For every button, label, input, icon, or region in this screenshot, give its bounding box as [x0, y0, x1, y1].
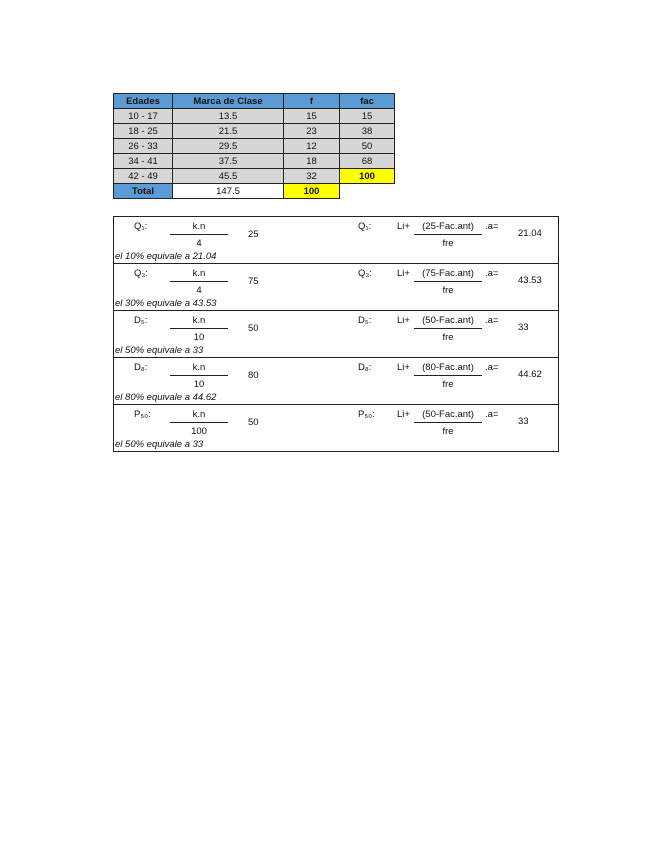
result-value: 43.53: [518, 275, 542, 286]
fraction-denominator: fre: [442, 379, 454, 390]
li-term: Li+: [397, 268, 410, 279]
li-term: Li+: [397, 221, 410, 232]
formula-fraction: [414, 221, 482, 249]
fraction-numerator: k.n: [170, 315, 228, 329]
cell-f: 15: [284, 109, 340, 124]
cell-fac: 68: [340, 154, 395, 169]
frequency-table: [113, 93, 395, 199]
total-label: Total: [114, 184, 173, 199]
calc-block-q1: [114, 217, 558, 264]
calc-block-p50: [114, 405, 558, 451]
position-value: 50: [248, 323, 259, 334]
interpretation-note: el 30% equivale a 43.53: [115, 298, 217, 309]
position-fraction: [170, 315, 228, 343]
total-f: 100: [284, 184, 340, 199]
header-edades: Edades: [114, 94, 173, 109]
calc-label: D₅:: [134, 315, 148, 326]
table-row: [114, 124, 395, 139]
table-total-row: [114, 184, 395, 199]
table-row: [114, 169, 395, 184]
position-fraction: [170, 221, 228, 249]
result-value: 33: [518, 416, 529, 427]
position-value: 75: [248, 276, 259, 287]
fraction-denominator: fre: [442, 285, 454, 296]
fraction-numerator: (80-Fac.ant): [414, 362, 482, 376]
cell-marca: 13.5: [173, 109, 284, 124]
formula-fraction: [414, 362, 482, 390]
fraction-numerator: (50-Fac.ant): [414, 409, 482, 423]
formula-fraction: [414, 409, 482, 437]
fraction-denominator: 100: [191, 426, 207, 437]
cell-edades: 34 - 41: [114, 154, 173, 169]
li-term: Li+: [397, 409, 410, 420]
cell-fac: 38: [340, 124, 395, 139]
formula-label: Q₃:: [358, 268, 372, 279]
position-fraction: [170, 409, 228, 437]
calculations-panel: [113, 216, 559, 452]
total-marca: 147.5: [173, 184, 284, 199]
calc-label: P₅₀:: [134, 409, 151, 420]
li-term: Li+: [397, 362, 410, 373]
interpretation-note: el 50% equivale a 33: [115, 439, 204, 450]
calc-block-d8: [114, 358, 558, 405]
fraction-numerator: k.n: [170, 268, 228, 282]
fraction-denominator: 4: [196, 238, 202, 249]
cell-edades: 18 - 25: [114, 124, 173, 139]
position-value: 50: [248, 417, 259, 428]
cell-marca: 37.5: [173, 154, 284, 169]
header-marca: Marca de Clase: [173, 94, 284, 109]
fraction-denominator: 10: [193, 332, 205, 343]
fraction-numerator: (75-Fac.ant): [414, 268, 482, 282]
table-row: [114, 109, 395, 124]
fraction-denominator: fre: [442, 332, 454, 343]
cell-marca: 45.5: [173, 169, 284, 184]
cell-f: 12: [284, 139, 340, 154]
fraction-denominator: fre: [442, 238, 454, 249]
li-term: Li+: [397, 315, 410, 326]
a-equals: .a=: [485, 409, 499, 420]
cell-fac: 15: [340, 109, 395, 124]
result-value: 33: [518, 322, 529, 333]
cell-fac-highlight: 100: [340, 169, 395, 184]
calc-label: D₈:: [134, 362, 148, 373]
cell-edades: 10 - 17: [114, 109, 173, 124]
interpretation-note: el 10% equivale a 21.04: [115, 251, 217, 262]
position-fraction: [170, 362, 228, 390]
position-value: 80: [248, 370, 259, 381]
cell-edades: 26 - 33: [114, 139, 173, 154]
calc-label: Q₃:: [134, 268, 148, 279]
a-equals: .a=: [485, 268, 499, 279]
total-empty: [340, 184, 395, 199]
table-row: [114, 154, 395, 169]
calc-label: Q₁:: [134, 221, 148, 232]
formula-label: Q₁:: [358, 221, 372, 232]
fraction-numerator: k.n: [170, 362, 228, 376]
fraction-numerator: k.n: [170, 221, 228, 235]
cell-f: 18: [284, 154, 340, 169]
result-value: 21.04: [518, 228, 542, 239]
formula-label: D₈:: [358, 362, 372, 373]
formula-label: P₅₀:: [358, 409, 375, 420]
cell-marca: 21.5: [173, 124, 284, 139]
cell-marca: 29.5: [173, 139, 284, 154]
cell-edades: 42 - 49: [114, 169, 173, 184]
a-equals: .a=: [485, 221, 499, 232]
position-value: 25: [248, 229, 259, 240]
cell-f: 32: [284, 169, 340, 184]
formula-label: D₅:: [358, 315, 372, 326]
interpretation-note: el 50% equivale a 33: [115, 345, 204, 356]
a-equals: .a=: [485, 362, 499, 373]
cell-f: 23: [284, 124, 340, 139]
fraction-numerator: k.n: [170, 409, 228, 423]
calc-block-d5: [114, 311, 558, 358]
table-row: [114, 139, 395, 154]
result-value: 44.62: [518, 369, 542, 380]
cell-fac: 50: [340, 139, 395, 154]
calc-block-q3: [114, 264, 558, 311]
formula-fraction: [414, 315, 482, 343]
fraction-numerator: (25-Fac.ant): [414, 221, 482, 235]
table-header-row: [114, 94, 395, 109]
header-f: f: [284, 94, 340, 109]
interpretation-note: el 80% equivale a 44.62: [115, 392, 217, 403]
formula-fraction: [414, 268, 482, 296]
position-fraction: [170, 268, 228, 296]
fraction-denominator: 10: [193, 379, 205, 390]
fraction-denominator: fre: [442, 426, 454, 437]
a-equals: .a=: [485, 315, 499, 326]
fraction-denominator: 4: [196, 285, 202, 296]
fraction-numerator: (50-Fac.ant): [414, 315, 482, 329]
header-fac: fac: [340, 94, 395, 109]
